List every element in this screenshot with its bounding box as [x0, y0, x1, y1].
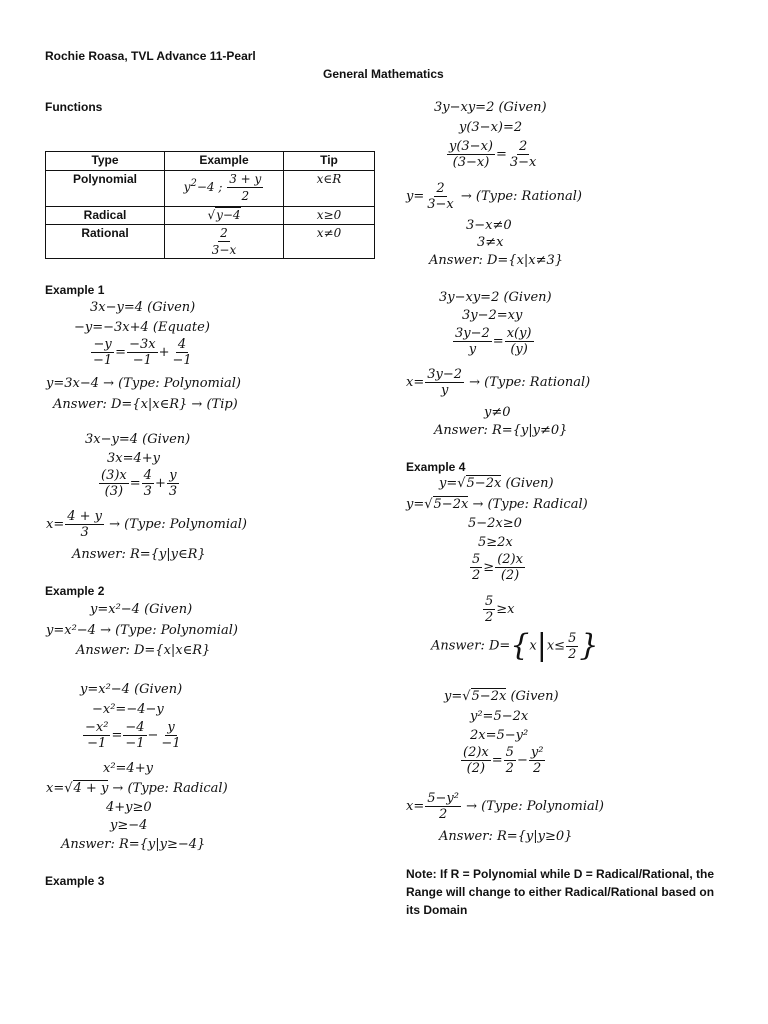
column-header: Example	[165, 152, 284, 171]
math-line: 3−x≠0	[466, 218, 512, 233]
type-cell: Polynomial	[46, 171, 165, 207]
math-fraction-line: $\frac{(3)x}{(3)}$ = $\frac{4}{3}$ + $\frac{y}{3}$	[101, 468, 178, 499]
math-answer: Answer: D={x|x∈R} → (Tip)	[53, 397, 238, 412]
example-2-title: Example 2	[45, 584, 105, 598]
math-line: 5≥2x	[478, 535, 513, 550]
table-row	[46, 225, 375, 259]
math-line: y=x²−4 → (Type: Polynomial)	[46, 623, 238, 638]
math-line: 3≠x	[477, 235, 504, 250]
math-line: 5−2x≥0	[468, 516, 522, 531]
math-text: Answer: D=	[431, 638, 511, 654]
example-cell: $\frac{2}{3-x}$	[165, 225, 284, 259]
math-fraction-line: y= $\frac{2}{3-x}$ → (Type: Rational)	[406, 181, 582, 212]
math-line: −y=−3x+4 (Equate)	[74, 320, 210, 335]
subject-title: General Mathematics	[323, 67, 444, 81]
note-text: Note: If R = Polynomial while D = Radical/Rational, the Range will change to either Radical/Rational based on its Domain	[406, 867, 715, 917]
math-line: −x²=−4−y	[92, 702, 164, 717]
math-line: 3x−y=4 (Given)	[90, 300, 196, 315]
math-fraction-line: $\frac{(2)x}{(2)}$ = $\frac{5}{2}$ − $\frac{\text{y²}}{2}$	[463, 745, 544, 776]
math-line: y=√5−2x (Given)	[444, 689, 559, 704]
math-line: y(3−x)=2	[459, 120, 523, 135]
math-line: 3y−xy=2 (Given)	[439, 290, 552, 305]
table-row	[46, 207, 375, 225]
math-fraction-line: $\frac{\text{−x²}}{-1}$ = $\frac{-4}{-1}$ − $\frac{y}{-1}$	[85, 720, 181, 751]
table-header-row	[46, 152, 375, 171]
math-fraction-line: x= $\frac{4 + y}{3}$ → (Type: Polynomial)	[46, 509, 247, 540]
math-fraction-line: $\frac{-y}{-1}$ = $\frac{-3x}{-1}$ + $\frac{4}{-1}$	[93, 337, 192, 368]
math-text: (Given)	[505, 476, 554, 491]
math-line: 3x−y=4 (Given)	[85, 432, 191, 447]
math-line: 3y−xy=2 (Given)	[434, 100, 547, 115]
math-answer: Answer: D={x|x≤ $\frac{5}{2}$ }	[431, 628, 599, 663]
tip-cell: x≥0	[284, 207, 375, 225]
math-line: y=3x−4 → (Type: Polynomial)	[46, 376, 241, 391]
math-line: 3x=4+y	[107, 451, 161, 466]
type-cell: Radical	[46, 207, 165, 225]
math-line: y²=5−2x	[470, 709, 529, 724]
author-line: Rochie Roasa, TVL Advance 11-Pearl	[45, 49, 256, 63]
tip-cell: x∈R	[284, 171, 375, 207]
math-text: (Given)	[510, 689, 559, 704]
math-line: 3y−2=xy	[462, 308, 523, 323]
column-header: Type	[46, 152, 165, 171]
math-fraction-line: $\frac{5}{2}$ ≥x	[485, 594, 515, 625]
math-answer: Answer: R={y|y≠0}	[434, 423, 568, 438]
table-row	[46, 171, 375, 207]
math-fraction-line: x= $\frac{3y-2}{y}$ → (Type: Rational)	[406, 367, 591, 398]
math-line: y=x²−4 (Given)	[80, 682, 183, 697]
math-fraction-line: $\frac{y(3-x)}{(3-x)}$ = $\frac{2}{3-x}$	[449, 139, 537, 170]
example-3-title: Example 3	[45, 874, 105, 888]
math-fraction-line: $\frac{3y-2}{y}$ = $\frac{x(y)}{(y)}$	[455, 326, 532, 357]
math-text: → (Type: Radical)	[472, 497, 588, 512]
example-cell: $y^2-4$ ; $\frac{3 + y}{2}$	[165, 171, 284, 207]
math-line: 2x=5−y²	[470, 728, 529, 743]
column-header: Tip	[284, 152, 375, 171]
type-cell: Rational	[46, 225, 165, 259]
math-line: y=x²−4 (Given)	[90, 602, 193, 617]
math-line: y=√5−2x (Given)	[439, 476, 554, 491]
math-answer: Answer: D={x|x∈R}	[76, 643, 211, 658]
example-cell: √y−4	[165, 207, 284, 225]
math-fraction-line: $\frac{5}{2}$ ≥ $\frac{(2)x}{(2)}$	[472, 552, 523, 583]
math-line: 4+y≥0	[106, 800, 152, 815]
math-line: x²=4+y	[103, 761, 153, 776]
function-types-table	[45, 151, 375, 259]
math-answer: Answer: R={y|y∈R}	[72, 547, 206, 562]
math-line: y=√5−2x → (Type: Radical)	[406, 497, 588, 512]
section-title: Functions	[45, 100, 103, 114]
example-4-title: Example 4	[406, 460, 466, 474]
math-answer: Answer: R={y|y≥0}	[439, 829, 573, 844]
tip-cell: x≠0	[284, 225, 375, 259]
math-answer: Answer: R={y|y≥−4}	[61, 837, 206, 852]
math-line: y≠0	[484, 405, 511, 420]
math-answer: Answer: D={x|x≠3}	[429, 253, 564, 268]
math-line: y≥−4	[110, 818, 148, 833]
math-fraction-line: x= $\frac{\text{5−y²}}{2}$ → (Type: Polynomial)	[406, 791, 604, 822]
example-1-title: Example 1	[45, 283, 105, 297]
math-line: x=√4 + y → (Type: Radical)	[46, 781, 228, 796]
